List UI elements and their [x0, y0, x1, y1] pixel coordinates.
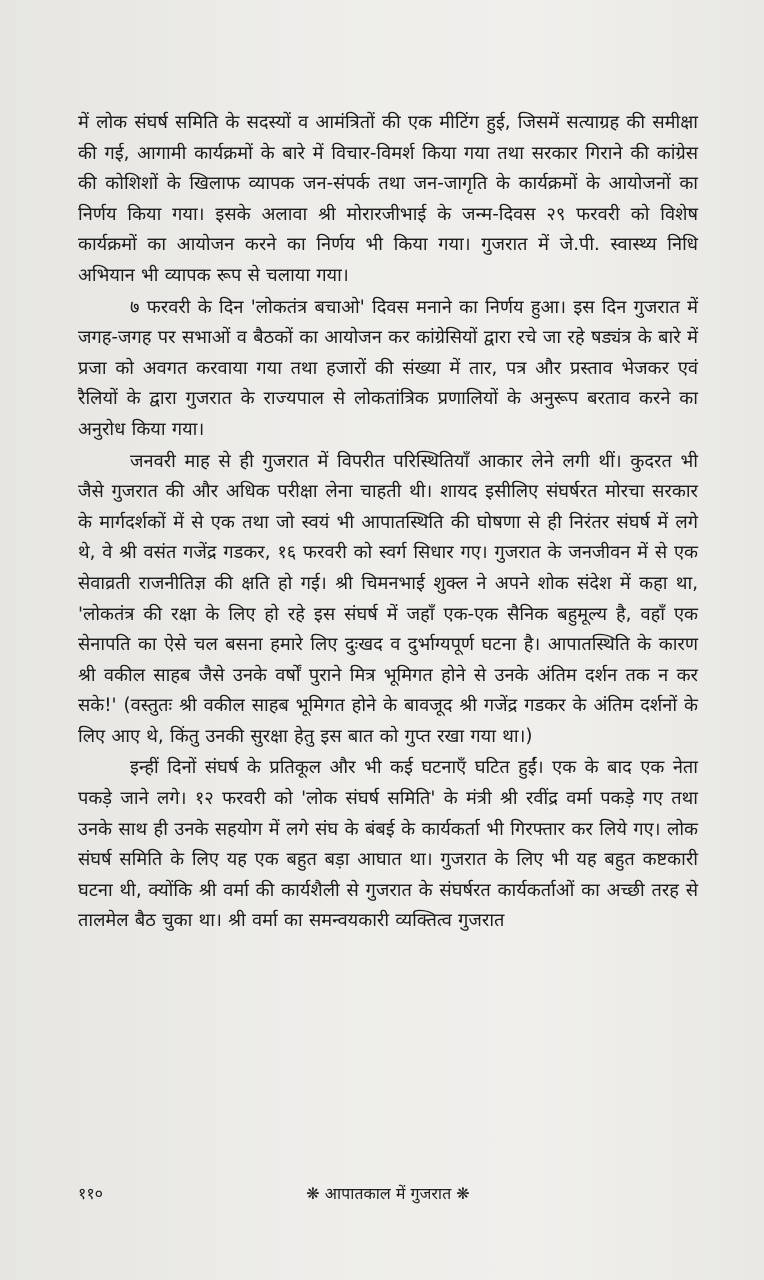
paragraph-3: जनवरी माह से ही गुजरात में विपरीत परिस्थितियाँ आकार लेने लगी थीं। कुदरत भी जैसे गुजरात की और अधिक परीक्षा लेना चाहती थी। शायद इसीलिए संघर्षरत मोरचा सरकार के मार्गदर्शकों में से एक तथा जो स्वयं भी आपातस्थिति की घोषणा से ही निरंतर संघर्ष में लगे थे, वे श्री वसंत गजेंद्र गडकर, १६ फरवरी को स्वर्ग सिधार गए। गुजरात के जनजीवन में से एक सेवाव्रती राजनीतिज्ञ की क्षति हो गई। श्री चिमनभाई शुक्ल ने अपने शोक संदेश में कहा था, 'लोकतंत्र की रक्षा के लिए हो रहे इस संघर्ष में जहाँ एक-एक सैनिक बहुमूल्य है, वहाँ एक सेनापति का ऐसे चल बसना हमारे लिए दुःखद व दुर्भाग्यपूर्ण घटना है। आपातस्थिति के कारण श्री वकील साहब जैसे उनके वर्षों पुराने मित्र भूमिगत होने से उनके अंतिम दर्शन तक न कर सके!' (वस्तुतः श्री वकील साहब भूमिगत होने के बावजूद श्री गजेंद्र गडकर के अंतिम दर्शनों के लिए आए थे, किंतु उनकी सुरक्षा हेतु इस बात को गुप्त रखा गया था।)	[78, 450, 698, 747]
paragraph-2: ७ फरवरी के दिन 'लोकतंत्र बचाओ' दिवस मनाने का निर्णय हुआ। इस दिन गुजरात में जगह-जगह पर सभाओं व बैठकों का आयोजन कर कांग्रेसियों द्वारा रचे जा रहे षड्यंत्र के बारे में प्रजा को अवगत करवाया गया तथा हजारों की संख्या में तार, पत्र और प्रस्ताव भेजकर एवं रैलियों के द्वारा गुजरात के राज्यपाल से लोकतांत्रिक प्रणालियों के अनुरूप बरताव करने का अनुरोध किया गया।	[78, 296, 698, 440]
paragraph-4: इन्हीं दिनों संघर्ष के प्रतिकूल और भी कई घटनाएँ घटित हुईं। एक के बाद एक नेता पकड़े जाने लगे। १२ फरवरी को 'लोक संघर्ष समिति' के मंत्री श्री रवींद्र वर्मा पकड़े गए तथा उनके साथ ही उनके सहयोग में लगे संघ के बंबई के कार्यकर्ता भी गिरफ्तार कर लिये गए। लोक संघर्ष समिति के लिए यह एक बहुत बड़ा आघात था। गुजरात के लिए भी यह बहुत कष्टकारी घटना थी, क्योंकि श्री वर्मा की कार्यशैली से गुजरात के संघर्षरत कार्यकर्ताओं का अच्छी तरह से तालमेल बैठ चुका था। श्री वर्मा का समन्वयकारी व्यक्तित्व गुजरात	[78, 757, 698, 932]
page-number: ११०	[78, 1184, 103, 1203]
paragraph-1: में लोक संघर्ष समिति के सदस्यों व आमंत्रितों की एक मीटिंग हुई, जिसमें सत्याग्रह की समीक्षा की गई, आगामी कार्यक्रमों के बारे में विचार-विमर्श किया गया तथा सरकार गिराने की कांग्रेस की कोशिशों के खिलाफ व्यापक जन-संपर्क तथा जन-जागृति के कार्यक्रमों के आयोजनों का निर्णय किया गया। इसके अलावा श्री मोरारजीभाई के जन्म-दिवस २९ फरवरी को विशेष कार्यक्रमों का आयोजन करने का निर्णय भी किया गया। गुजरात में जे.पी. स्वास्थ्य निधि अभियान भी व्यापक रूप से चलाया गया।	[78, 112, 698, 286]
running-footer-title: ❋ आपातकाल में गुजरात ❋	[306, 1184, 470, 1203]
body-text	[78, 108, 698, 937]
page-footer	[78, 1182, 698, 1212]
